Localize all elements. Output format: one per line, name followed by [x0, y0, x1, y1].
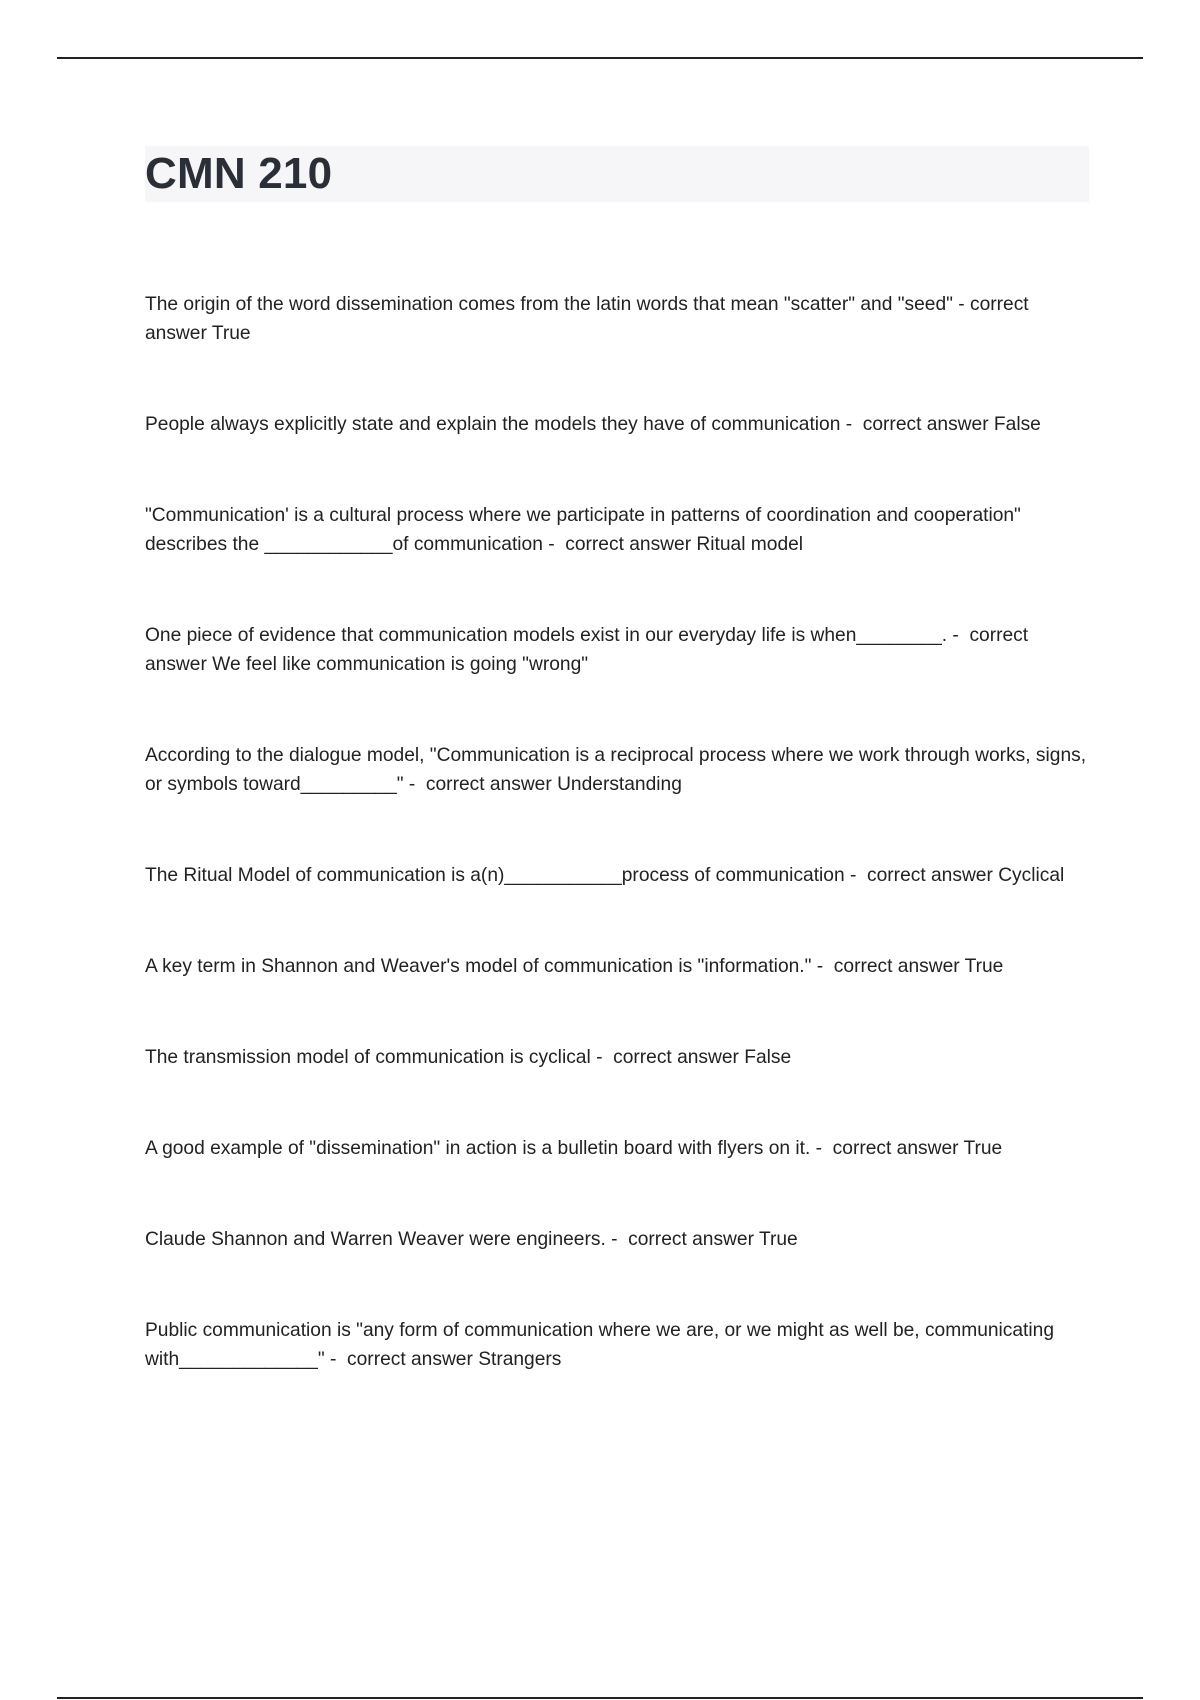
question-item: A good example of "dissemination" in action is a bulletin board with flyers on it. - correct answer True	[145, 1138, 1003, 1159]
question-list	[145, 290, 1095, 1436]
question-item: Claude Shannon and Warren Weaver were engineers. - correct answer True	[145, 1229, 798, 1250]
question-item: The Ritual Model of communication is a(n)___________process of communication - correct answer Cyclical	[145, 865, 1065, 886]
bottom-divider	[57, 1697, 1143, 1699]
question-item: The transmission model of communication is cyclical - correct answer False	[145, 1047, 792, 1068]
question-item: A key term in Shannon and Weaver's model of communication is "information." - correct answer True	[145, 956, 1004, 977]
question-item: The origin of the word dissemination comes from the latin words that mean "scatter" and "seed" - correct answer True	[145, 294, 1034, 344]
question-item: "Communication' is a cultural process where we participate in patterns of coordination and cooperation" describes the ____________of communication - correct answer Ritual model	[145, 505, 1027, 555]
question-item: Public communication is "any form of communication where we are, or we might as well be, communicating with_____________" - correct answer Strangers	[145, 1320, 1060, 1370]
page-title: CMN 210	[145, 149, 333, 198]
question-item: According to the dialogue model, "Communication is a reciprocal process where we work through works, signs, or symbols toward_________" - correct answer Understanding	[145, 745, 1092, 795]
question-item: People always explicitly state and explain the models they have of communication - correct answer False	[145, 414, 1041, 435]
question-item: One piece of evidence that communication models exist in our everyday life is when________. - correct answer We feel like communication is going "wrong"	[145, 625, 1034, 675]
top-divider	[57, 57, 1143, 59]
